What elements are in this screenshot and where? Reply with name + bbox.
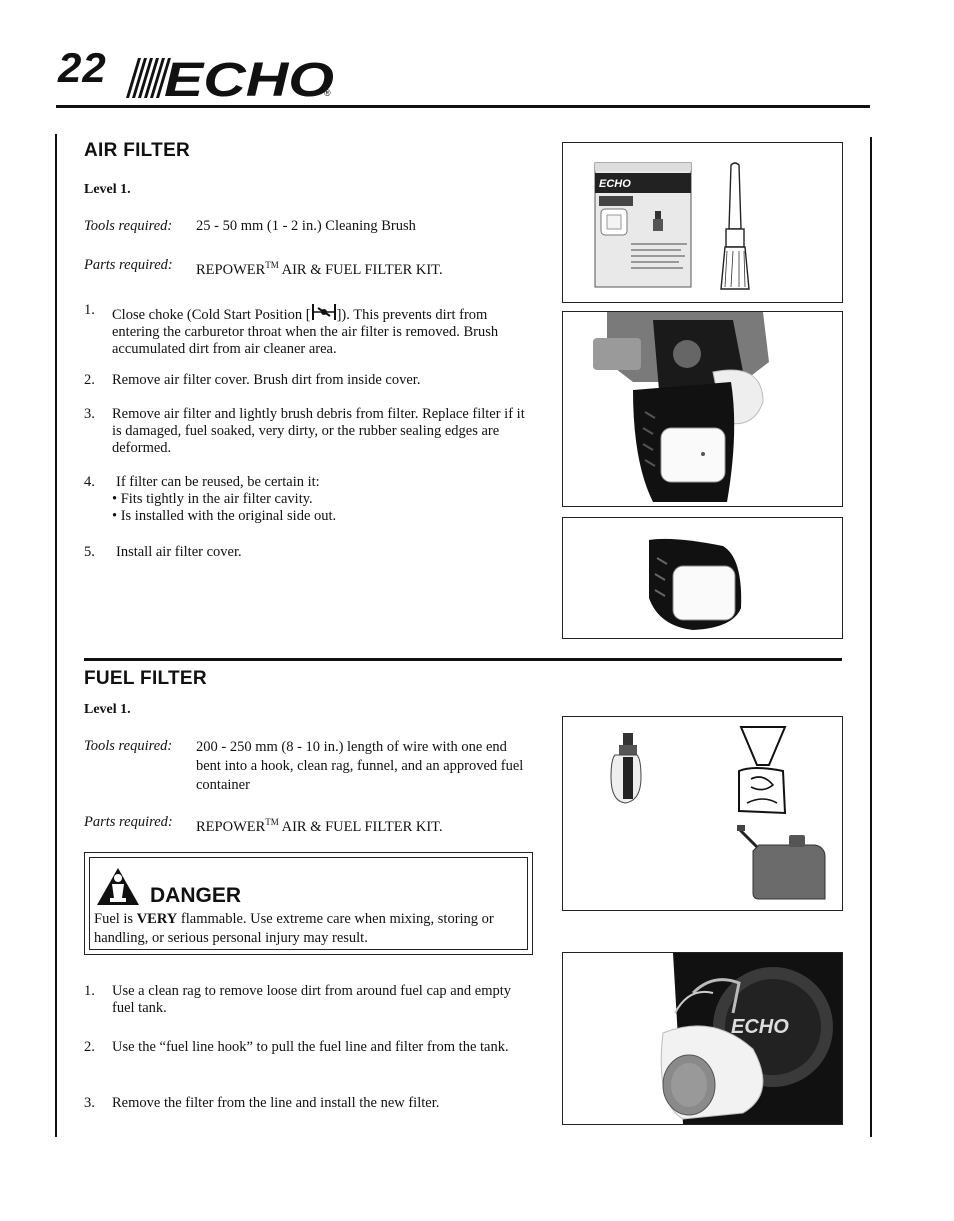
danger-title: DANGER xyxy=(150,884,242,907)
fuel-tools-label: Tools required: xyxy=(84,738,173,754)
fuel-parts-label: Parts required: xyxy=(84,814,173,830)
air-step-number: 4. xyxy=(84,474,95,490)
air-step-4-bullet: • Fits tightly in the air filter cavity. xyxy=(112,491,313,507)
air-step-3: Remove air filter and lightly brush debris from filter. Replace filter if it is damaged, fuel soaked, very dirty, or the rubber sealing edges are deformed. xyxy=(112,406,525,456)
section-divider xyxy=(84,658,842,661)
danger-text: Fuel is VERY flammable. Use extreme care when mixing, storing or handling, or serious personal injury may result. xyxy=(94,911,494,946)
air-filter-level: Level 1. xyxy=(84,182,131,197)
figure-air-filter-cover-on xyxy=(562,311,843,507)
left-margin-rule xyxy=(55,134,57,1137)
fuel-tools-value: 200 - 250 mm (8 - 10 in.) length of wire with one end bent into a hook, clean rag, funnel, and an approved fuel container xyxy=(196,739,524,793)
air-step-number: 1. xyxy=(84,302,95,318)
fuel-step-number: 1. xyxy=(84,983,95,999)
engine-logo: ECHO xyxy=(731,1016,789,1038)
fuel-step-number: 3. xyxy=(84,1095,95,1111)
air-step-number: 5. xyxy=(84,544,95,560)
fuel-step-2: Use the “fuel line hook” to pull the fuel line and filter from the tank. xyxy=(112,1039,509,1055)
air-step-number: 2. xyxy=(84,372,95,388)
air-tools-value: 25 - 50 mm (1 - 2 in.) Cleaning Brush xyxy=(196,218,416,234)
fuel-parts-value: REPOWER™ AIR & FUEL FILTER KIT. xyxy=(196,817,443,835)
air-step-4-bullet: • Is installed with the original side out. xyxy=(112,508,337,524)
air-step-4: If filter can be reused, be certain it: xyxy=(116,474,320,490)
fuel-step-number: 2. xyxy=(84,1039,95,1055)
danger-callout xyxy=(84,852,533,955)
fuel-step-3: Remove the filter from the line and install the new filter. xyxy=(112,1095,440,1111)
kit-card-logo: ECHO xyxy=(599,178,631,190)
figure-fuel-line-hook xyxy=(562,952,843,1125)
figure-kit-and-brush xyxy=(562,142,843,303)
fuel-filter-level: Level 1. xyxy=(84,702,131,717)
figure-fuel-tools xyxy=(562,716,843,911)
air-parts-value: REPOWER™ AIR & FUEL FILTER KIT. xyxy=(196,260,443,278)
figure-air-filter-installed xyxy=(562,517,843,639)
header-rule xyxy=(56,105,870,108)
air-step-number: 3. xyxy=(84,406,95,422)
air-step-1: Close choke (Cold Start Position [ ]). This prevents dirt from entering the carburetor throat when the air filter is removed. Brush accumulated dirt from air cleaner area. xyxy=(112,302,537,358)
echo-logo xyxy=(118,52,338,100)
air-tools-label: Tools required: xyxy=(84,218,173,234)
air-step-2: Remove air filter cover. Brush dirt from inside cover. xyxy=(112,372,421,388)
air-step-5: Install air filter cover. xyxy=(116,544,242,560)
svg-text:ECHO: ECHO xyxy=(164,54,334,100)
fuel-step-1: Use a clean rag to remove loose dirt from around fuel cap and empty fuel tank. xyxy=(112,983,512,1016)
fuel-filter-heading: FUEL FILTER xyxy=(84,668,207,689)
page-number: 22 xyxy=(58,44,107,91)
air-filter-heading: AIR FILTER xyxy=(84,140,191,161)
choke-closed-icon xyxy=(311,302,337,322)
warning-triangle-icon xyxy=(96,866,140,906)
registered-mark: ® xyxy=(324,88,331,98)
right-margin-rule xyxy=(870,137,872,1137)
air-parts-label: Parts required: xyxy=(84,257,173,273)
